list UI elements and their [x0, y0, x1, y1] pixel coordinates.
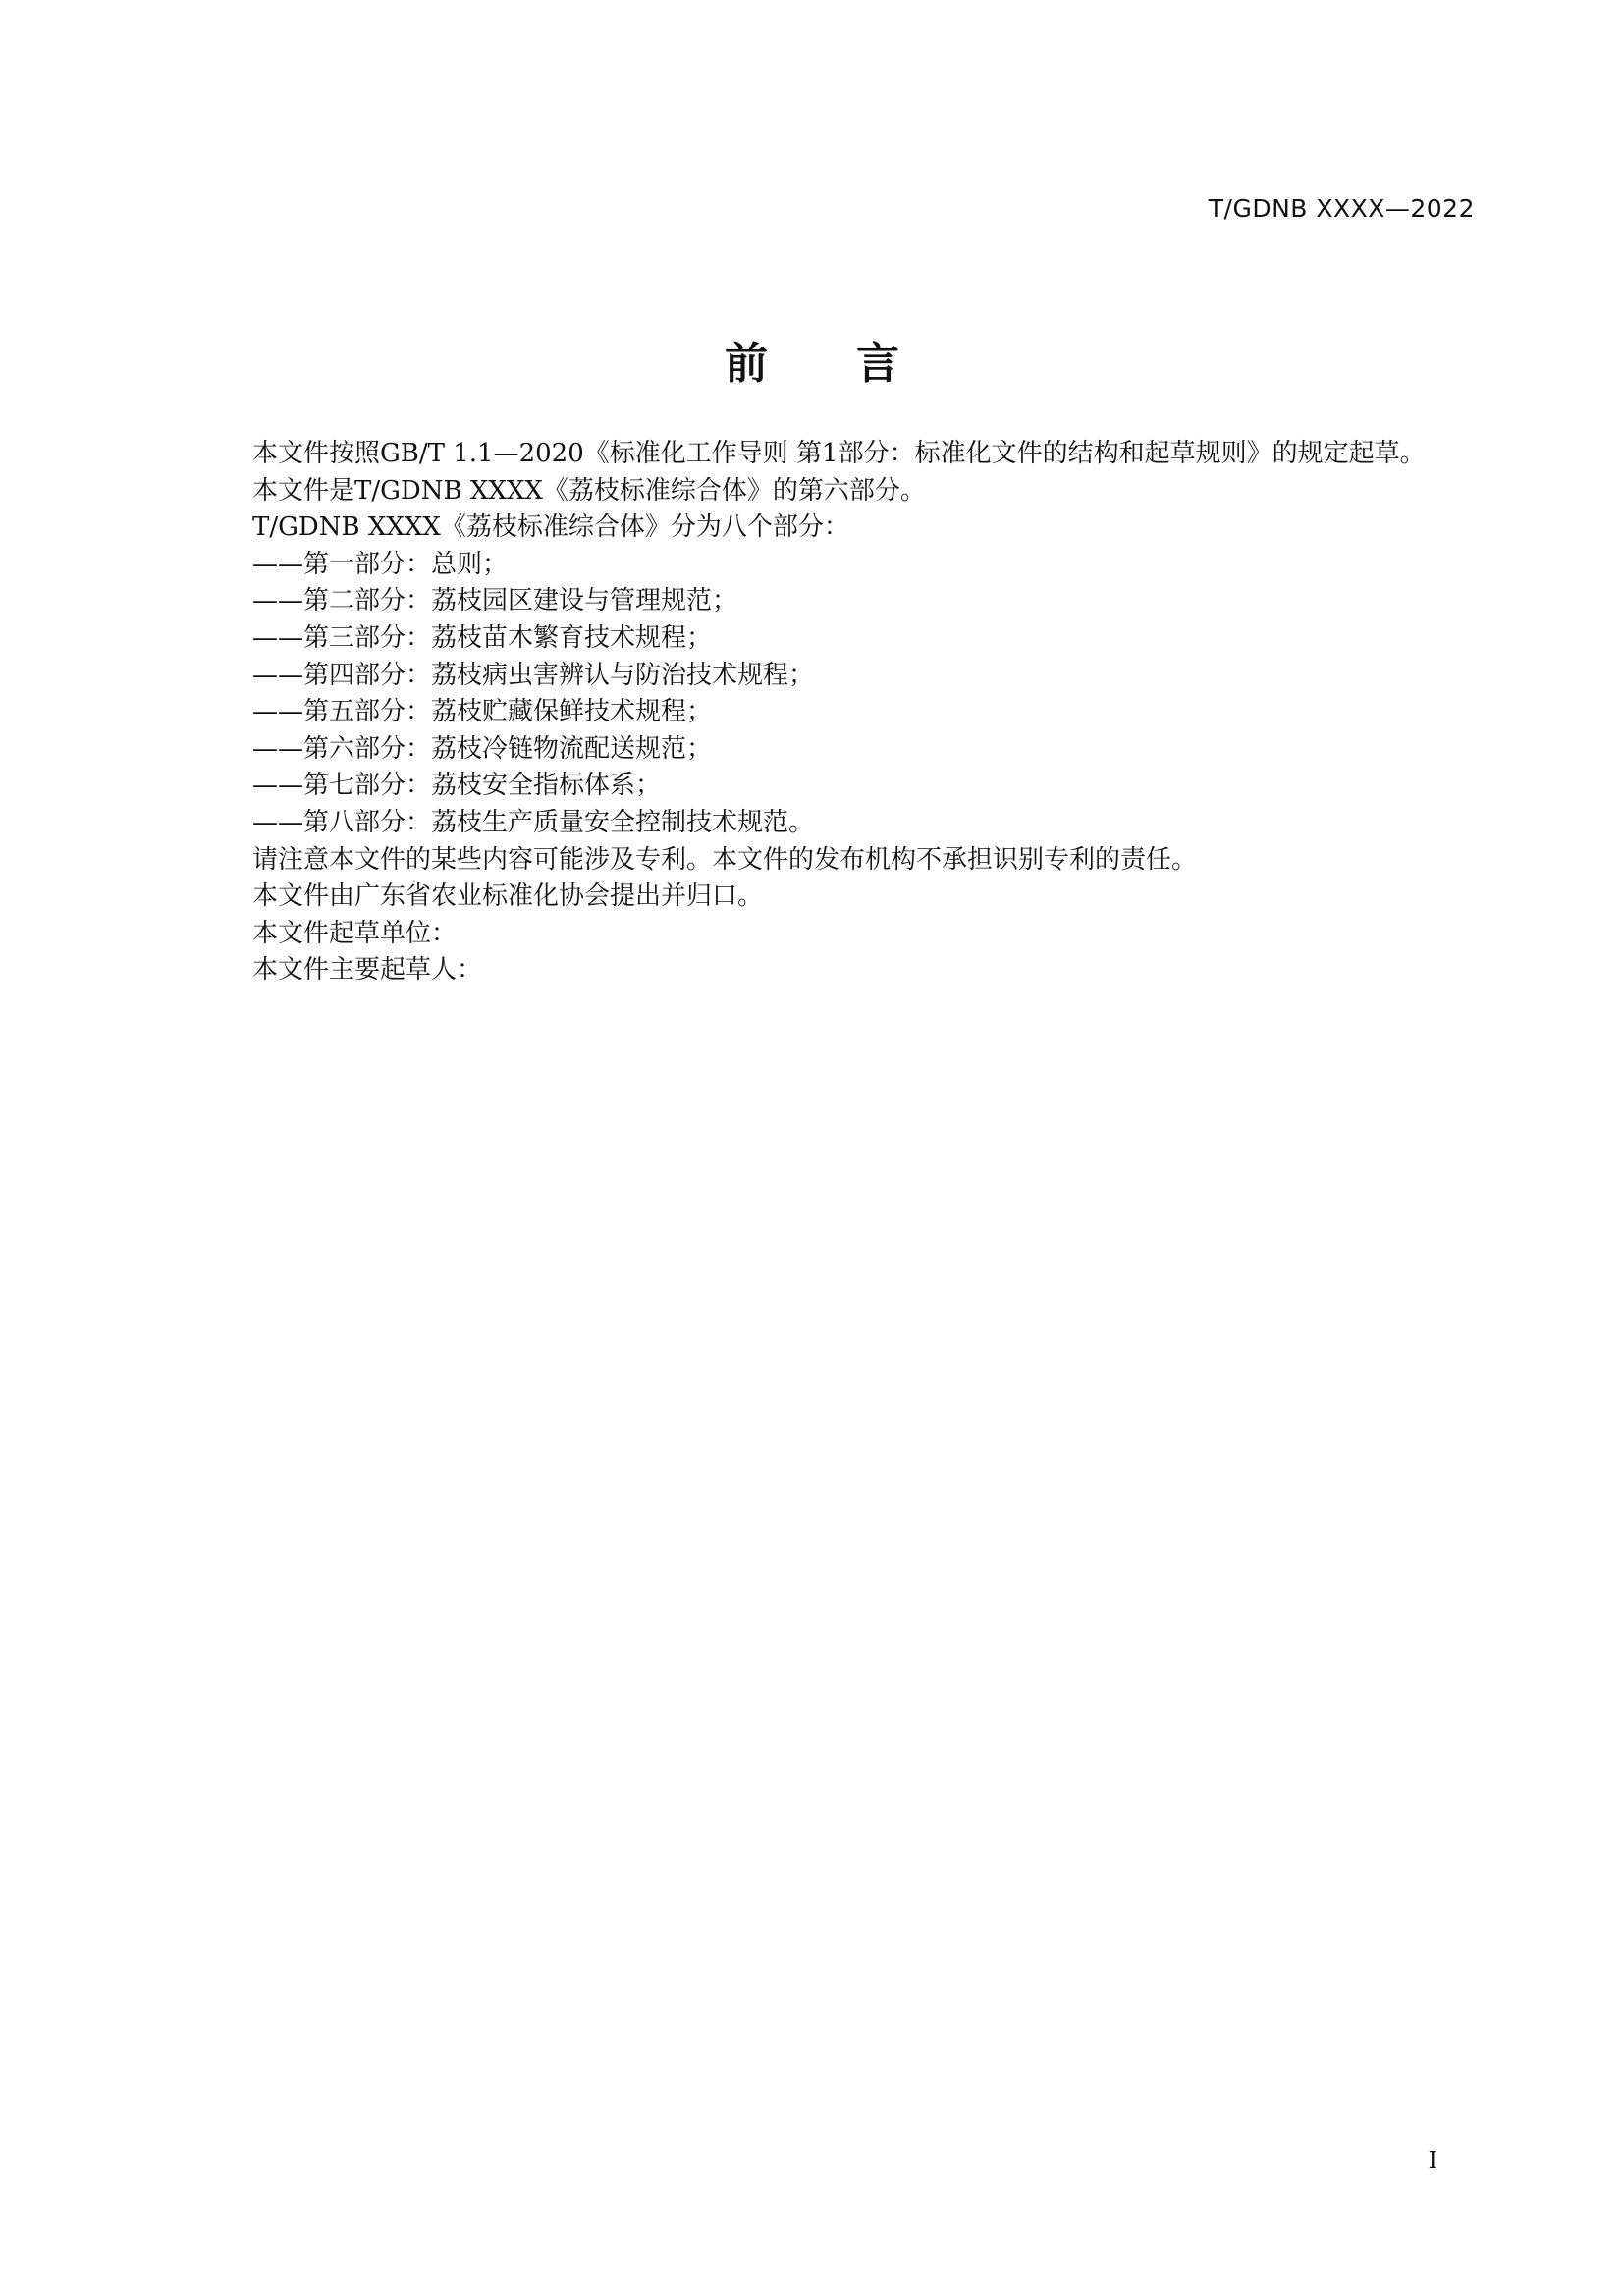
- list-item: ——第八部分：荔枝生产质量安全控制技术规范。: [252, 807, 815, 837]
- parts-list: [195, 547, 1482, 842]
- list-item: ——第四部分：荔枝病虫害辨认与防治技术规程；: [252, 660, 815, 690]
- paragraph-drafters: 本文件主要起草人：: [252, 955, 483, 986]
- list-item: ——第二部分：荔枝园区建设与管理规范；: [252, 586, 738, 616]
- list-item: ——第三部分：荔枝苗木繁育技术规程；: [252, 622, 713, 653]
- list-item: ——第六部分：荔枝冷链物流配送规范；: [252, 733, 713, 764]
- paragraph-drafting-rule: 本文件按照GB/T 1.1—2020《标准化工作导则 第1部分：标准化文件的结构和起草规则》的规定起草。: [252, 439, 1426, 468]
- document-code: T/GDNB XXXX—2022: [1208, 194, 1475, 223]
- list-item: ——第七部分：荔枝安全指标体系；: [252, 771, 662, 801]
- page-number: I: [1428, 2147, 1437, 2174]
- preface-body: [195, 436, 1482, 989]
- paragraph-patent-notice: 请注意本文件的某些内容可能涉及专利。本文件的发布机构不承担识别专利的责任。: [252, 844, 1198, 875]
- list-item: ——第一部分：总则；: [252, 549, 509, 579]
- paragraph-part-statement: 本文件是T/GDNB XXXX《荔枝标准综合体》的第六部分。: [252, 475, 926, 506]
- list-item: ——第五部分：荔枝贮藏保鲜技术规程；: [252, 697, 713, 727]
- page-title: 前言: [725, 339, 988, 389]
- paragraph-parts-intro: T/GDNB XXXX《荔枝标准综合体》分为八个部分：: [252, 512, 849, 543]
- paragraph-proposer: 本文件由广东省农业标准化协会提出并归口。: [252, 881, 764, 912]
- paragraph-drafting-units: 本文件起草单位：: [252, 918, 458, 948]
